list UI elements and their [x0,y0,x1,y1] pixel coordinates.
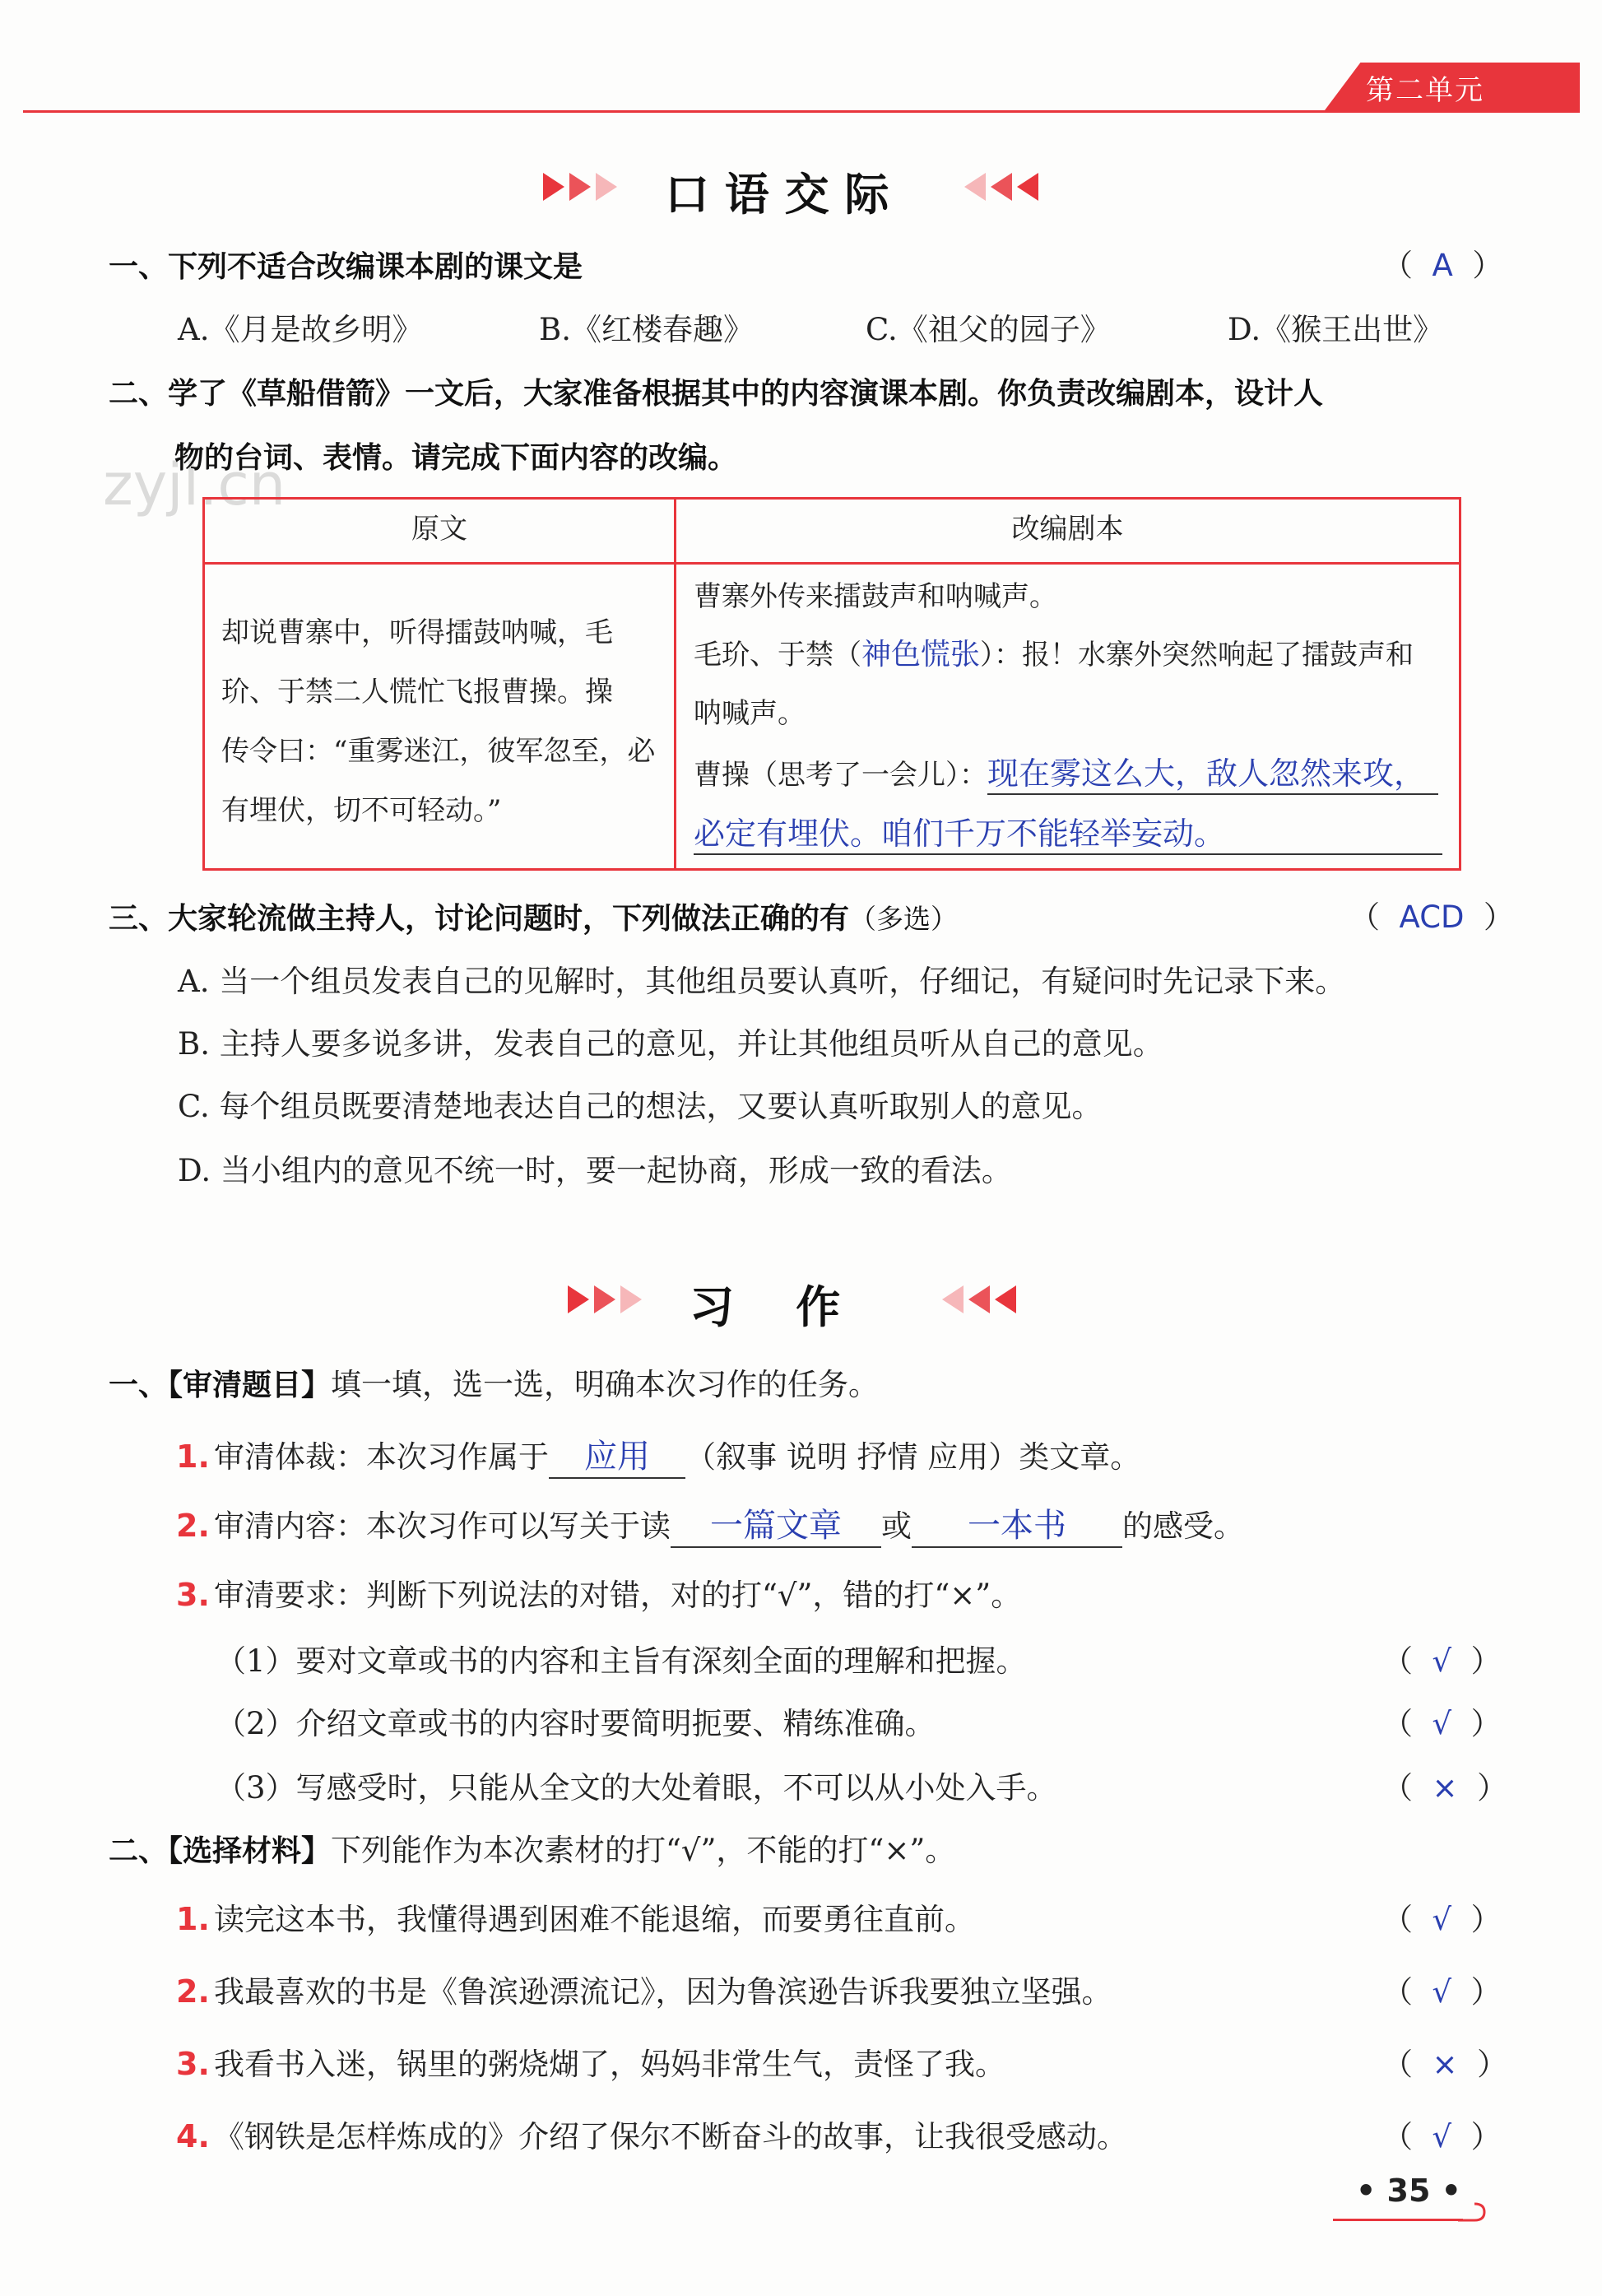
script-handwritten-line-2: 必定有埋伏。咱们千万不能轻举妄动。 [694,808,1442,855]
judge-answer-box: （ √ ） [1382,1643,1502,1679]
writing-s2-text: 下列能作为本次素材的打“√”，不能的打“×”。 [331,1833,956,1868]
script-line-2-pre: 毛玠、于禁（ [694,639,861,672]
oral-q3-option-a: A. 当一个组员发表自己的见解时，其他组员要认真听，仔细记，有疑问时先记录下来。 [178,964,1346,999]
item-number: 3. [176,1577,210,1613]
oral-q3-label-text: 三、大家轮流做主持人，讨论问题时，下列做法正确的有 [109,902,850,936]
script-handwritten-line-1: 现在雾这么大，敌人忽然来攻， [987,748,1438,795]
writing-s1-text: 填一填，选一选，明确本次习作的任务。 [331,1367,880,1402]
original-line: 传令曰：“重雾迷江，彼军忽至，必 [221,735,656,768]
section-title-oral: 口 语 交 际 [665,169,889,221]
watermark: zyjl.cn [103,451,286,518]
item-text: 审清内容：本次习作可以写关于读 [213,1508,671,1544]
item-text: 的感受。 [1121,1508,1244,1544]
blank-genre: 应用 [549,1430,685,1479]
item-number: 3. [176,2046,210,2082]
arrow-right-icon [620,1285,642,1313]
oral-q1-option-d: D.《猴王出世》 [1228,312,1444,347]
material-item [176,1894,975,1939]
writing-s2-label: 二、【选择材料】 [109,1834,332,1868]
original-line: 玠、于禁二人慌忙飞报曹操。操 [221,676,613,709]
page-number-rule [1333,2219,1463,2221]
oral-q1-option-a: A.《月是故乡明》 [178,312,423,347]
title-arrows-right [942,1285,1016,1313]
arrow-right-icon [594,1285,615,1313]
material-answer: √ [1432,1974,1452,2010]
arrow-left-icon [968,1285,990,1313]
item-number: 2. [176,1508,210,1544]
item-text: 读完这本书，我懂得遇到困难不能退缩，而要勇往直前。 [213,1902,975,1937]
arrow-left-icon [942,1285,964,1313]
material-answer-box: （ √ ） [1382,1974,1502,2010]
table-header-rule [205,562,1459,565]
page-number: • 35 • [1356,2173,1461,2209]
judge-item-1: （1）要对文章或书的内容和主旨有深刻全面的理解和把握。 [216,1643,1027,1679]
title-arrows-right [964,173,1038,201]
original-text [221,603,655,840]
oral-q3-note: （多选） [849,903,959,935]
judge-answer: × [1432,1770,1458,1806]
oral-q1-label: 一、下列不适合改编课本剧的课文是 [109,250,583,284]
unit-label: 第二单元 [1366,74,1484,107]
oral-q1-option-b: B.《红楼春趣》 [539,312,754,347]
blank-content-2: 一本书 [912,1499,1122,1548]
header-rule [23,110,1580,113]
item-text: 审清要求：判断下列说法的对错，对的打“√”，错的打“×”。 [213,1578,1022,1613]
item-number: 4. [176,2118,210,2154]
judge-answer-box: （ × ） [1382,1770,1508,1806]
script-table [202,497,1461,871]
script-line-4-pre: 曹操（思考了一会儿）： [694,759,987,792]
item-text: 或 [880,1508,912,1544]
writing-s1-item1 [176,1430,1140,1479]
arrow-right-icon [543,173,564,201]
arrow-left-icon [995,1285,1016,1313]
title-arrows-left [568,1285,642,1313]
item-text: （叙事 说明 抒情 应用）类文章。 [685,1439,1141,1475]
item-number: 1. [176,1438,210,1475]
script-handwritten-expression: 神色慌张 [861,638,981,672]
material-answer: √ [1432,2119,1452,2154]
title-arrows-left [543,173,617,201]
oral-q3-label [109,895,958,937]
material-item [176,2039,1005,2084]
writing-s1-item2 [176,1499,1244,1548]
script-line-3: 呐喊声。 [694,697,806,730]
page-curl-icon [1456,2201,1489,2233]
judge-answer: √ [1432,1706,1452,1741]
oral-q3-option-c: C. 每个组员既要清楚地表达自己的想法，又要认真听取别人的意见。 [178,1089,1103,1124]
oral-q2-label-line1: 二、学了《草船借箭》一文后，大家准备根据其中的内容演课本剧。你负责改编剧本，设计人 [109,377,1324,411]
oral-q1-option-c: C.《祖父的园子》 [866,312,1111,347]
item-text: 审清体裁：本次习作属于 [213,1439,549,1475]
oral-q3-answer-box: （ ACD ） [1349,899,1515,935]
oral-q2-label-line2: 物的台词、表情。请完成下面内容的改编。 [174,441,738,475]
writing-s2-heading [109,1825,955,1870]
arrow-left-icon [1017,173,1038,201]
item-number: 1. [176,1901,210,1937]
oral-q3-answer: ACD [1399,899,1465,935]
material-answer-box: （ √ ） [1382,2119,1502,2154]
table-head-script: 改编剧本 [1011,513,1124,546]
writing-s1-heading [109,1359,879,1404]
table-head-original: 原文 [411,513,467,546]
section-title-writing: 习 作 [690,1281,841,1333]
item-text: 我最喜欢的书是《鲁滨逊漂流记》，因为鲁滨逊告诉我要独立坚强。 [213,1974,1112,2010]
original-line: 却说曹寨中，听得擂鼓呐喊，毛 [221,616,613,649]
arrow-left-icon [991,173,1012,201]
script-line-4 [694,748,1438,795]
arrow-right-icon [568,1285,589,1313]
script-line-2 [694,631,1414,673]
material-answer-box: （ × ） [1382,2047,1508,2082]
blank-content-1: 一篇文章 [671,1499,881,1548]
oral-q3-option-d: D. 当小组内的意见不统一时，要一起协商，形成一致的看法。 [178,1153,1012,1188]
original-line: 有埋伏，切不可轻动。” [221,794,502,827]
item-text: 我看书入迷，锅里的粥烧煳了，妈妈非常生气，责怪了我。 [213,2047,1005,2082]
material-answer: √ [1432,1902,1452,1937]
item-number: 2. [176,1973,210,2010]
oral-q3-option-b: B. 主持人要多说多讲，发表自己的意见，并让其他组员听从自己的意见。 [178,1026,1163,1062]
writing-s1-item3 [176,1570,1021,1615]
arrow-right-icon [596,173,617,201]
judge-item-2: （2）介绍文章或书的内容时要简明扼要、精练准确。 [216,1706,936,1741]
writing-s1-label: 一、【审清题目】 [109,1369,332,1402]
script-line-1: 曹寨外传来擂鼓声和呐喊声。 [694,580,1057,613]
arrow-right-icon [569,173,591,201]
judge-answer: √ [1432,1643,1452,1679]
oral-q1-answer: A [1432,248,1453,283]
material-item [176,2112,1127,2156]
script-line-5 [694,808,1442,855]
judge-item-3: （3）写感受时，只能从全文的大处着眼，不可以从小处入手。 [216,1770,1057,1806]
script-line-2-post: ）：报！水寨外突然响起了擂鼓声和 [980,639,1414,672]
judge-answer-box: （ √ ） [1382,1706,1502,1741]
material-answer: × [1432,2047,1458,2082]
material-item [176,1967,1112,2011]
arrow-left-icon [964,173,986,201]
item-text: 《钢铁是怎样炼成的》介绍了保尔不断奋斗的故事，让我很受感动。 [213,2119,1127,2154]
oral-q1-answer-box: （ A ） [1382,248,1503,283]
material-answer-box: （ √ ） [1382,1902,1502,1937]
